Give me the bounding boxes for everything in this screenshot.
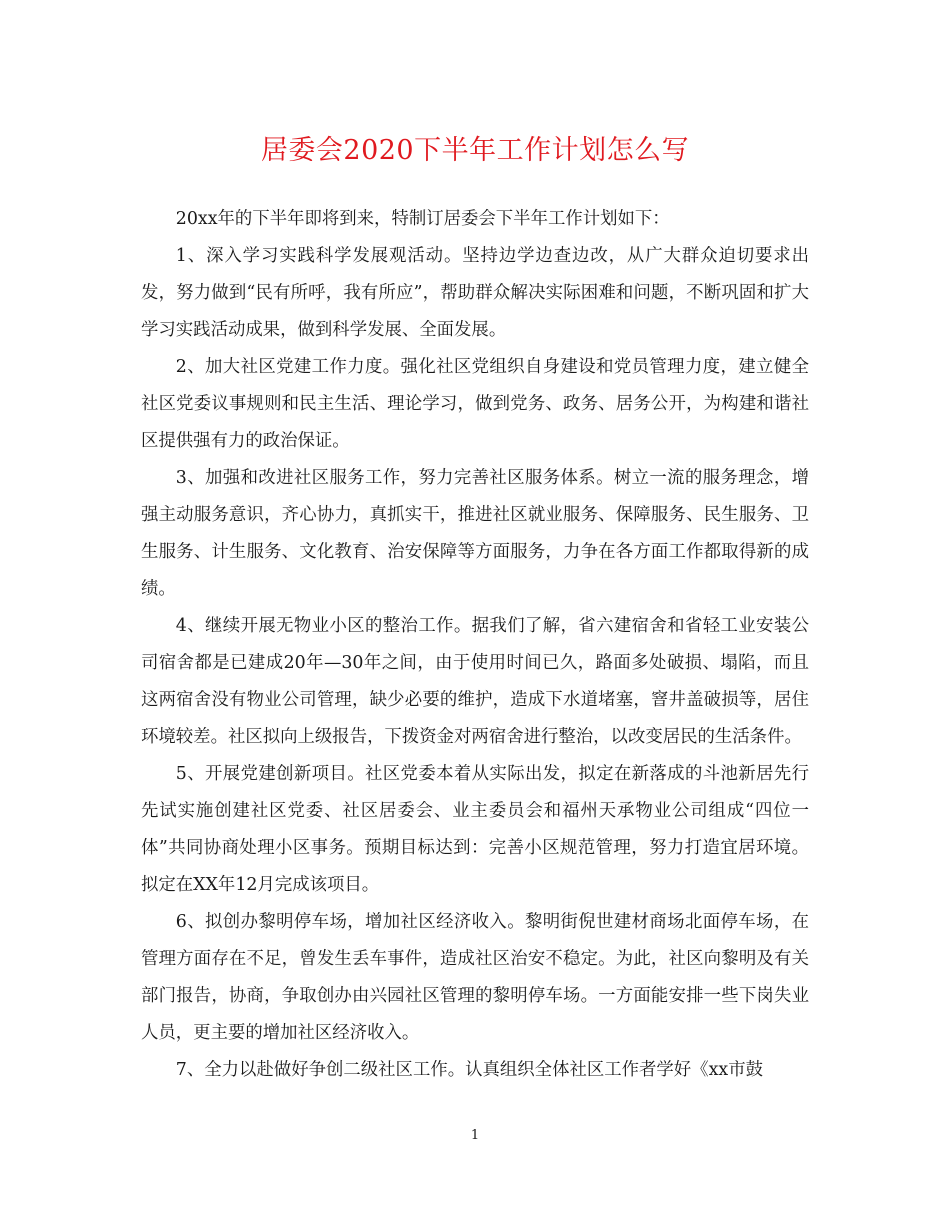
paragraph-item-5: 5、开展党建创新项目。社区党委本着从实际出发，拟定在新落成的斗池新居先行先试实施创建社区党委、社区居委会、业主委员会和福州天承物业公司组成“四位一体”共同协商处理小区事务。预期目标达到：完善小区规范管理，努力打造宜居环境。拟定在XX年12月完成该项目。 [141, 764, 809, 895]
document-body [141, 201, 809, 1089]
paragraph-item-7: 7、全力以赴做好争创二级社区工作。认真组织全体社区工作者学好《xx市鼓 [175, 1060, 763, 1080]
document-title: 居委会2020下半年工作计划怎么写 [260, 135, 690, 166]
page-number: 1 [470, 1128, 480, 1143]
paragraph-item-3: 3、加强和改进社区服务工作，努力完善社区服务体系。树立一流的服务理念，增强主动服务意识，齐心协力，真抓实干，推进社区就业服务、保障服务、民生服务、卫生服务、计生服务、文化教育、治安保障等方面服务，力争在各方面工作都取得新的成绩。 [141, 468, 809, 599]
paragraph-item-2: 2、加大社区党建工作力度。强化社区党组织自身建设和党员管理力度，建立健全社区党委议事规则和民主生活、理论学习，做到党务、政务、居务公开，为构建和谐社区提供强有力的政治保证。 [141, 357, 809, 451]
paragraph-item-1: 1、深入学习实践科学发展观活动。坚持边学边查边改，从广大群众迫切要求出发，努力做到“民有所呼，我有所应”，帮助群众解决实际困难和问题，不断巩固和扩大学习实践活动成果，做到科学发展、全面发展。 [141, 246, 809, 340]
intro-paragraph: 20xx年的下半年即将到来，特制订居委会下半年工作计划如下： [175, 209, 670, 229]
paragraph-item-4: 4、继续开展无物业小区的整治工作。据我们了解，省六建宿舍和省轻工业安装公司宿舍都是已建成20年—30年之间，由于使用时间已久，路面多处破损、塌陷，而且这两宿舍没有物业公司管理，缺少必要的维护，造成下水道堵塞，窨井盖破损等，居住环境较差。社区拟向上级报告，下拨资金对两宿舍进行整治，以改变居民的生活条件。 [141, 616, 809, 747]
paragraph-item-6: 6、拟创办黎明停车场，增加社区经济收入。黎明街倪世建材商场北面停车场，在管理方面存在不足，曾发生丢车事件，造成社区治安不稳定。为此，社区向黎明及有关部门报告，协商，争取创办由兴园社区管理的黎明停车场。一方面能安排一些下岗失业人员，更主要的增加社区经济收入。 [141, 912, 809, 1043]
